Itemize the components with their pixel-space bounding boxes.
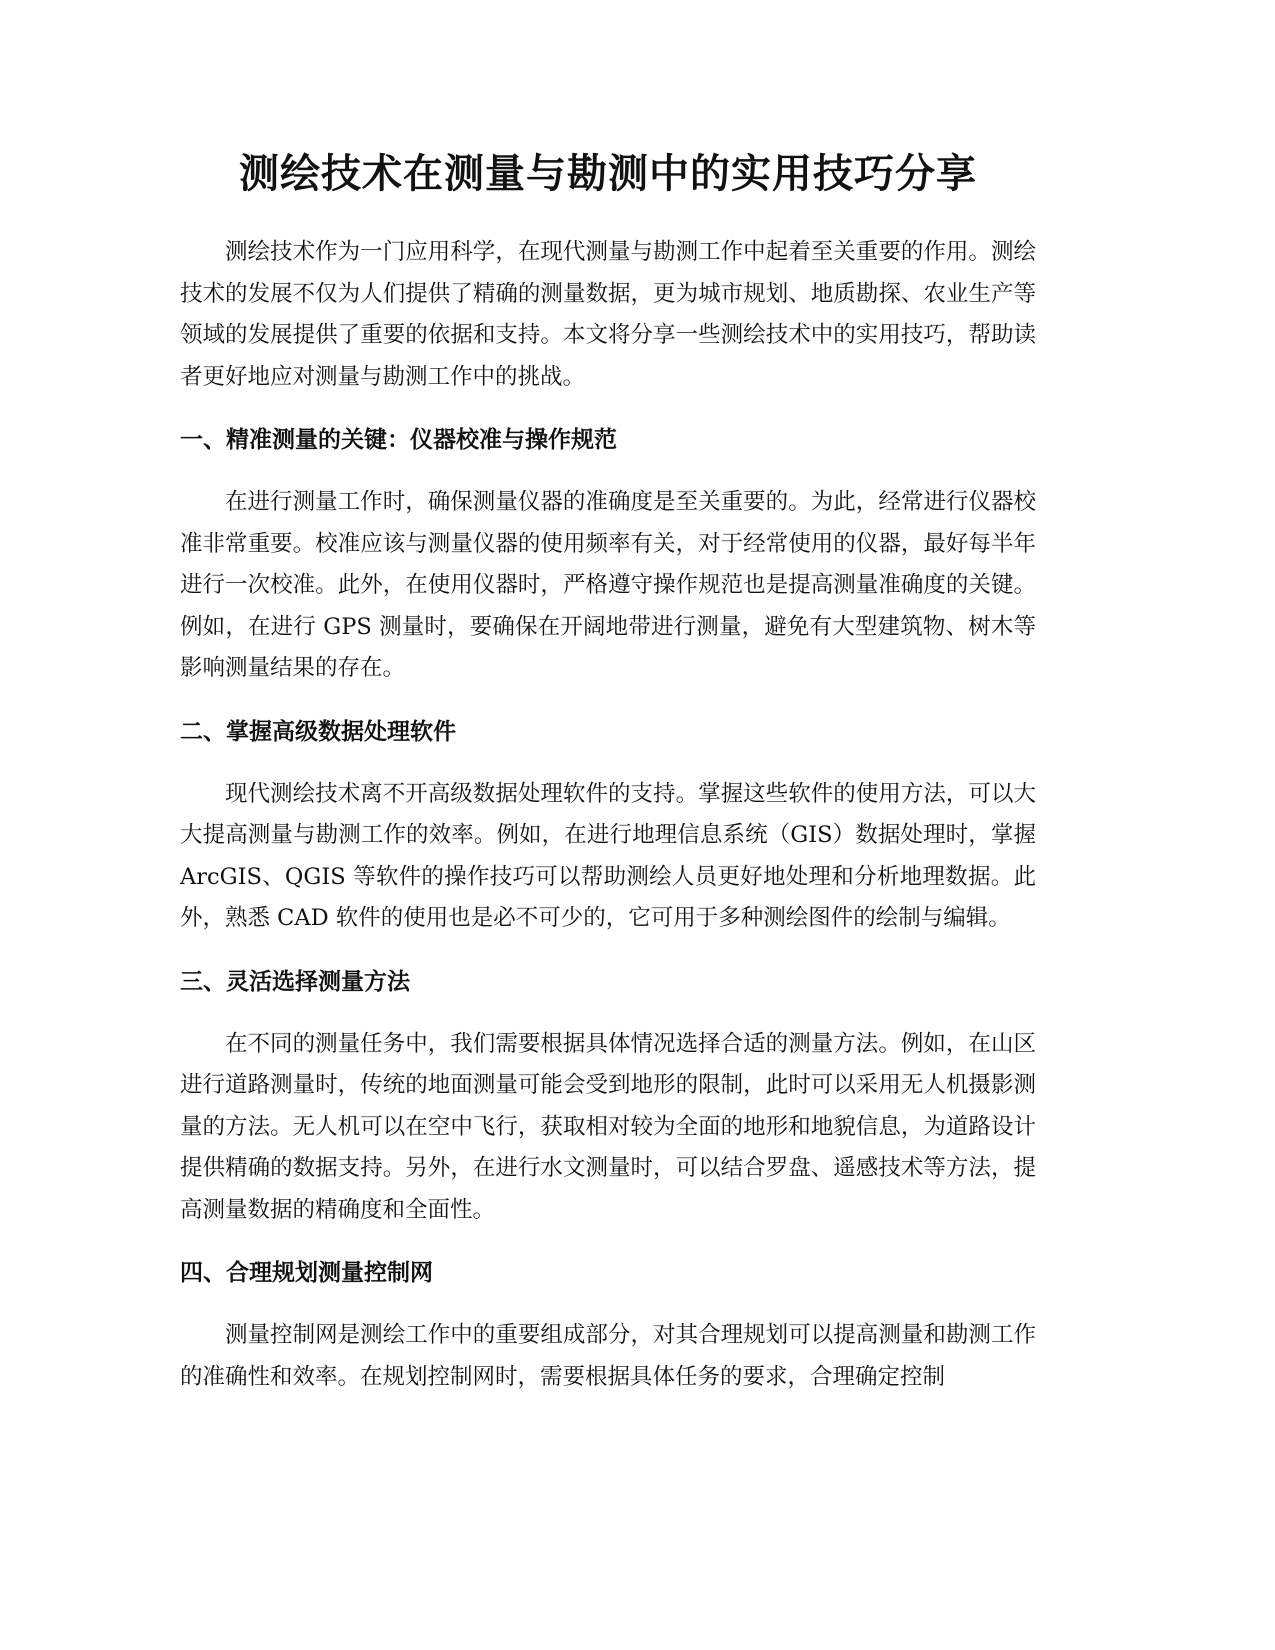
section-3-heading: 三、灵活选择测量方法 (180, 968, 410, 995)
section-1-paragraph: 在进行测量工作时，确保测量仪器的准确度是至关重要的。为此，经常进行仪器校准非常重要。校准应该与测量仪器的使用频率有关，对于经常使用的仪器，最好每半年进行一次校准。此外，在使用仪器时，严格遵守操作规范也是提高测量准确度的关键。例如，在进行 GPS 测量时，要确保在开阔地带进行测量，避免有大型建筑物、树木等影响测量结果的存在。 (180, 489, 1036, 681)
document-title: 测绘技术在测量与勘测中的实用技巧分享 (239, 151, 977, 197)
section-4-heading: 四、合理规划测量控制网 (180, 1260, 433, 1286)
section-1-heading: 一、精准测量的关键：仪器校准与操作规范 (180, 427, 617, 453)
section-2-heading: 二、掌握高级数据处理软件 (180, 718, 456, 745)
section-2-paragraph: 现代测绘技术离不开高级数据处理软件的支持。掌握这些软件的使用方法，可以大大提高测量与勘测工作的效率。例如，在进行地理信息系统（GIS）数据处理时，掌握 ArcGIS、QGIS 等软件的操作技巧可以帮助测绘人员更好地处理和分析地理数据。此外，熟悉 CAD 软件的使用也是必不可少的，它可用于多种测绘图件的绘制与编辑。 (180, 780, 1036, 931)
section-3-paragraph: 在不同的测量任务中，我们需要根据具体情况选择合适的测量方法。例如，在山区进行道路测量时，传统的地面测量可能会受到地形的限制，此时可以采用无人机摄影测量的方法。无人机可以在空中飞行，获取相对较为全面的地形和地貌信息，为道路设计提供精确的数据支持。另外，在进行水文测量时，可以结合罗盘、遥感技术等方法，提高测量数据的精确度和全面性。 (180, 1030, 1036, 1223)
intro-paragraph: 测绘技术作为一门应用科学，在现代测量与勘测工作中起着至关重要的作用。测绘技术的发展不仅为人们提供了精确的测量数据，更为城市规划、地质勘探、农业生产等领域的发展提供了重要的依据和支持。本文将分享一些测绘技术中的实用技巧，帮助读者更好地应对测量与勘测工作中的挑战。 (180, 239, 1036, 390)
section-4-paragraph: 测量控制网是测绘工作中的重要组成部分，对其合理规划可以提高测量和勘测工作的准确性和效率。在规划控制网时，需要根据具体任务的要求，合理确定控制 (180, 1322, 1036, 1390)
document-page (180, 150, 1036, 1420)
